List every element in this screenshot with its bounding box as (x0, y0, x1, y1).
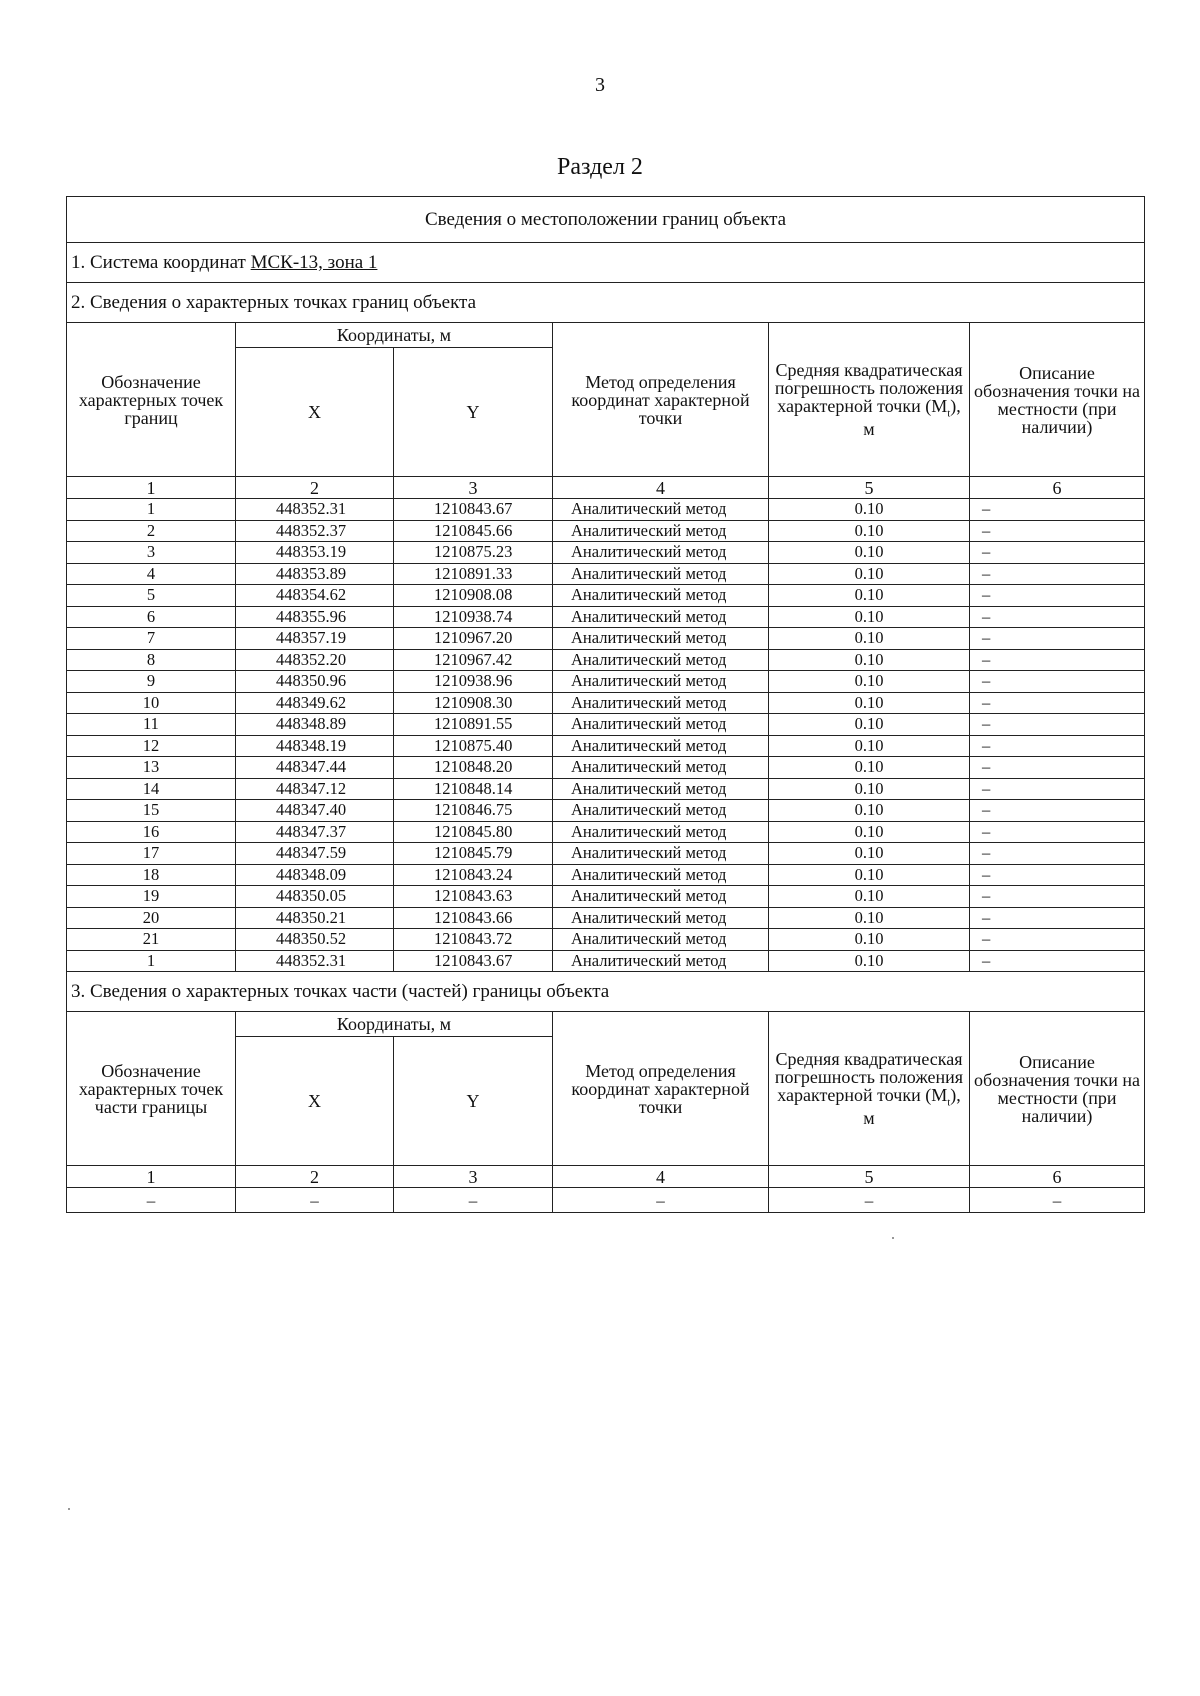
dash-cell: – (970, 1188, 1145, 1213)
table-row (67, 542, 1145, 564)
point-description: – (970, 950, 1145, 972)
point-error: 0.10 (769, 929, 970, 951)
point-method: Аналитический метод (553, 649, 769, 671)
point-y: 1210843.67 (394, 499, 553, 521)
point-error: 0.10 (769, 606, 970, 628)
point-y: 1210967.20 (394, 628, 553, 650)
dash-cell: – (394, 1188, 553, 1213)
point-x: 448350.96 (236, 671, 394, 693)
point-method: Аналитический метод (553, 907, 769, 929)
point-method: Аналитический метод (553, 671, 769, 693)
point-error: 0.10 (769, 950, 970, 972)
col-number: 6 (970, 1166, 1145, 1188)
point-number: 9 (67, 671, 236, 693)
point-description: – (970, 821, 1145, 843)
point-y: 1210845.80 (394, 821, 553, 843)
point-description: – (970, 907, 1145, 929)
coord-system (67, 243, 1145, 283)
parts-header-row (67, 1012, 1145, 1037)
table-row (67, 950, 1145, 972)
point-x: 448357.19 (236, 628, 394, 650)
point-error: 0.10 (769, 757, 970, 779)
point-method: Аналитический метод (553, 950, 769, 972)
point-x: 448352.31 (236, 499, 394, 521)
table-row (67, 692, 1145, 714)
table-row (67, 800, 1145, 822)
table-row (67, 757, 1145, 779)
point-number: 18 (67, 864, 236, 886)
points-header-row (67, 323, 1145, 348)
point-y: 1210848.14 (394, 778, 553, 800)
col-number: 1 (67, 1166, 236, 1188)
point-y: 1210938.74 (394, 606, 553, 628)
point-description: – (970, 735, 1145, 757)
table-row (67, 499, 1145, 521)
point-method: Аналитический метод (553, 499, 769, 521)
point-y: 1210967.42 (394, 649, 553, 671)
point-method: Аналитический метод (553, 735, 769, 757)
table-row (67, 821, 1145, 843)
col-number: 4 (553, 477, 769, 499)
point-y: 1210908.30 (394, 692, 553, 714)
point-description: – (970, 520, 1145, 542)
point-x: 448352.20 (236, 649, 394, 671)
table-title-row (67, 197, 1145, 243)
point-error: 0.10 (769, 520, 970, 542)
coord-system-label: 1. Система координат (71, 252, 251, 273)
parts-empty-row (67, 1188, 1145, 1213)
coord-system-value: МСК-13, зона 1 (250, 252, 378, 273)
point-number: 8 (67, 649, 236, 671)
table-row (67, 843, 1145, 865)
header-y: Y (394, 348, 553, 477)
point-description: – (970, 864, 1145, 886)
points-section-row (67, 283, 1145, 323)
point-x: 448354.62 (236, 585, 394, 607)
point-y: 1210938.96 (394, 671, 553, 693)
point-x: 448347.37 (236, 821, 394, 843)
col-number: 6 (970, 477, 1145, 499)
point-description: – (970, 649, 1145, 671)
col-number: 5 (769, 1166, 970, 1188)
point-number: 16 (67, 821, 236, 843)
point-error: 0.10 (769, 563, 970, 585)
parts-section-row (67, 972, 1145, 1012)
point-method: Аналитический метод (553, 585, 769, 607)
point-x: 448347.44 (236, 757, 394, 779)
table-row (67, 714, 1145, 736)
table-row (67, 864, 1145, 886)
point-number: 15 (67, 800, 236, 822)
point-method: Аналитический метод (553, 520, 769, 542)
parts-header-x: X (236, 1037, 394, 1166)
point-x: 448352.31 (236, 950, 394, 972)
point-y: 1210845.66 (394, 520, 553, 542)
dash-cell: – (67, 1188, 236, 1213)
point-error: 0.10 (769, 778, 970, 800)
point-description: – (970, 714, 1145, 736)
point-number: 2 (67, 520, 236, 542)
point-x: 448353.19 (236, 542, 394, 564)
point-number: 1 (67, 950, 236, 972)
point-description: – (970, 563, 1145, 585)
point-method: Аналитический метод (553, 800, 769, 822)
point-error: 0.10 (769, 821, 970, 843)
point-description: – (970, 606, 1145, 628)
point-error: 0.10 (769, 907, 970, 929)
dash-cell: – (236, 1188, 394, 1213)
point-error: 0.10 (769, 671, 970, 693)
table-row (67, 886, 1145, 908)
point-error: 0.10 (769, 692, 970, 714)
point-number: 1 (67, 499, 236, 521)
point-method: Аналитический метод (553, 757, 769, 779)
point-method: Аналитический метод (553, 886, 769, 908)
parts-header-error: Средняя квадратическая погрешность положения характерной точки $(M_t)$, м (769, 1012, 970, 1166)
point-x: 448347.12 (236, 778, 394, 800)
point-description: – (970, 628, 1145, 650)
point-method: Аналитический метод (553, 606, 769, 628)
point-y: 1210843.63 (394, 886, 553, 908)
col-number: 3 (394, 1166, 553, 1188)
boundary-table (66, 196, 1145, 1213)
point-method: Аналитический метод (553, 542, 769, 564)
header-method: Метод определения координат характерной точки (553, 323, 769, 477)
point-x: 448355.96 (236, 606, 394, 628)
table-row (67, 907, 1145, 929)
col-number: 1 (67, 477, 236, 499)
dash-cell: – (553, 1188, 769, 1213)
point-error: 0.10 (769, 499, 970, 521)
point-method: Аналитический метод (553, 628, 769, 650)
header-designation: Обозначение характерных точек границ (67, 323, 236, 477)
point-y: 1210845.79 (394, 843, 553, 865)
table-row (67, 649, 1145, 671)
point-description: – (970, 800, 1145, 822)
point-description: – (970, 886, 1145, 908)
point-number: 7 (67, 628, 236, 650)
point-error: 0.10 (769, 864, 970, 886)
table-row (67, 671, 1145, 693)
point-number: 12 (67, 735, 236, 757)
point-description: – (970, 585, 1145, 607)
point-x: 448347.40 (236, 800, 394, 822)
parts-header-method: Метод определения координат характерной точки (553, 1012, 769, 1166)
table-row (67, 778, 1145, 800)
col-number: 4 (553, 1166, 769, 1188)
point-description: – (970, 542, 1145, 564)
parts-header-y: Y (394, 1037, 553, 1166)
table-row (67, 929, 1145, 951)
point-number: 21 (67, 929, 236, 951)
page-number: 3 (595, 74, 605, 96)
header-error: Средняя квадратическая погрешность положения характерной точки $(M_t)$, м (769, 323, 970, 477)
point-error: 0.10 (769, 735, 970, 757)
parts-header-description: Описание обозначения точки на местности (при наличии) (970, 1012, 1145, 1166)
point-error: 0.10 (769, 843, 970, 865)
point-number: 14 (67, 778, 236, 800)
parts-section-title: 3. Сведения о характерных точках части (частей) границы объекта (67, 972, 1145, 1012)
point-x: 448349.62 (236, 692, 394, 714)
parts-header-designation: Обозначение характерных точек части границы (67, 1012, 236, 1166)
table-row (67, 606, 1145, 628)
point-number: 10 (67, 692, 236, 714)
point-y: 1210891.55 (394, 714, 553, 736)
section-title: Раздел 2 (557, 154, 643, 180)
point-y: 1210908.08 (394, 585, 553, 607)
point-description: – (970, 499, 1145, 521)
point-number: 17 (67, 843, 236, 865)
point-y: 1210875.40 (394, 735, 553, 757)
point-method: Аналитический метод (553, 778, 769, 800)
parts-header-coords: Координаты, м (236, 1012, 553, 1037)
header-x: X (236, 348, 394, 477)
point-error: 0.10 (769, 585, 970, 607)
point-y: 1210846.75 (394, 800, 553, 822)
col-number: 5 (769, 477, 970, 499)
point-number: 11 (67, 714, 236, 736)
point-x: 448353.89 (236, 563, 394, 585)
point-method: Аналитический метод (553, 714, 769, 736)
point-error: 0.10 (769, 886, 970, 908)
point-y: 1210843.72 (394, 929, 553, 951)
point-y: 1210843.24 (394, 864, 553, 886)
point-x: 448347.59 (236, 843, 394, 865)
point-y: 1210891.33 (394, 563, 553, 585)
point-y: 1210843.67 (394, 950, 553, 972)
dash-cell: – (769, 1188, 970, 1213)
point-x: 448350.21 (236, 907, 394, 929)
table-title: Сведения о местоположении границ объекта (67, 197, 1145, 243)
table-row (67, 563, 1145, 585)
point-error: 0.10 (769, 800, 970, 822)
point-x: 448348.19 (236, 735, 394, 757)
coord-system-row (67, 243, 1145, 283)
point-number: 4 (67, 563, 236, 585)
point-number: 20 (67, 907, 236, 929)
point-description: – (970, 929, 1145, 951)
point-method: Аналитический метод (553, 692, 769, 714)
point-method: Аналитический метод (553, 563, 769, 585)
point-description: – (970, 671, 1145, 693)
point-y: 1210848.20 (394, 757, 553, 779)
point-description: – (970, 757, 1145, 779)
point-x: 448348.89 (236, 714, 394, 736)
point-method: Аналитический метод (553, 929, 769, 951)
point-number: 6 (67, 606, 236, 628)
point-number: 19 (67, 886, 236, 908)
points-col-numbers-row (67, 477, 1145, 499)
table-row (67, 628, 1145, 650)
point-number: 5 (67, 585, 236, 607)
point-error: 0.10 (769, 628, 970, 650)
point-number: 13 (67, 757, 236, 779)
point-description: – (970, 843, 1145, 865)
point-error: 0.10 (769, 542, 970, 564)
scan-speck (68, 1508, 70, 1510)
point-method: Аналитический метод (553, 864, 769, 886)
point-y: 1210875.23 (394, 542, 553, 564)
point-x: 448352.37 (236, 520, 394, 542)
point-x: 448350.52 (236, 929, 394, 951)
point-method: Аналитический метод (553, 821, 769, 843)
points-section-title: 2. Сведения о характерных точках границ объекта (67, 283, 1145, 323)
point-description: – (970, 778, 1145, 800)
point-error: 0.10 (769, 649, 970, 671)
table-row (67, 735, 1145, 757)
header-coords: Координаты, м (236, 323, 553, 348)
parts-col-numbers-row (67, 1166, 1145, 1188)
point-x: 448350.05 (236, 886, 394, 908)
col-number: 2 (236, 1166, 394, 1188)
header-description: Описание обозначения точки на местности (при наличии) (970, 323, 1145, 477)
point-error: 0.10 (769, 714, 970, 736)
point-description: – (970, 692, 1145, 714)
col-number: 3 (394, 477, 553, 499)
point-method: Аналитический метод (553, 843, 769, 865)
point-x: 448348.09 (236, 864, 394, 886)
table-row (67, 585, 1145, 607)
col-number: 2 (236, 477, 394, 499)
point-number: 3 (67, 542, 236, 564)
table-row (67, 520, 1145, 542)
scan-speck (892, 1237, 894, 1239)
point-y: 1210843.66 (394, 907, 553, 929)
